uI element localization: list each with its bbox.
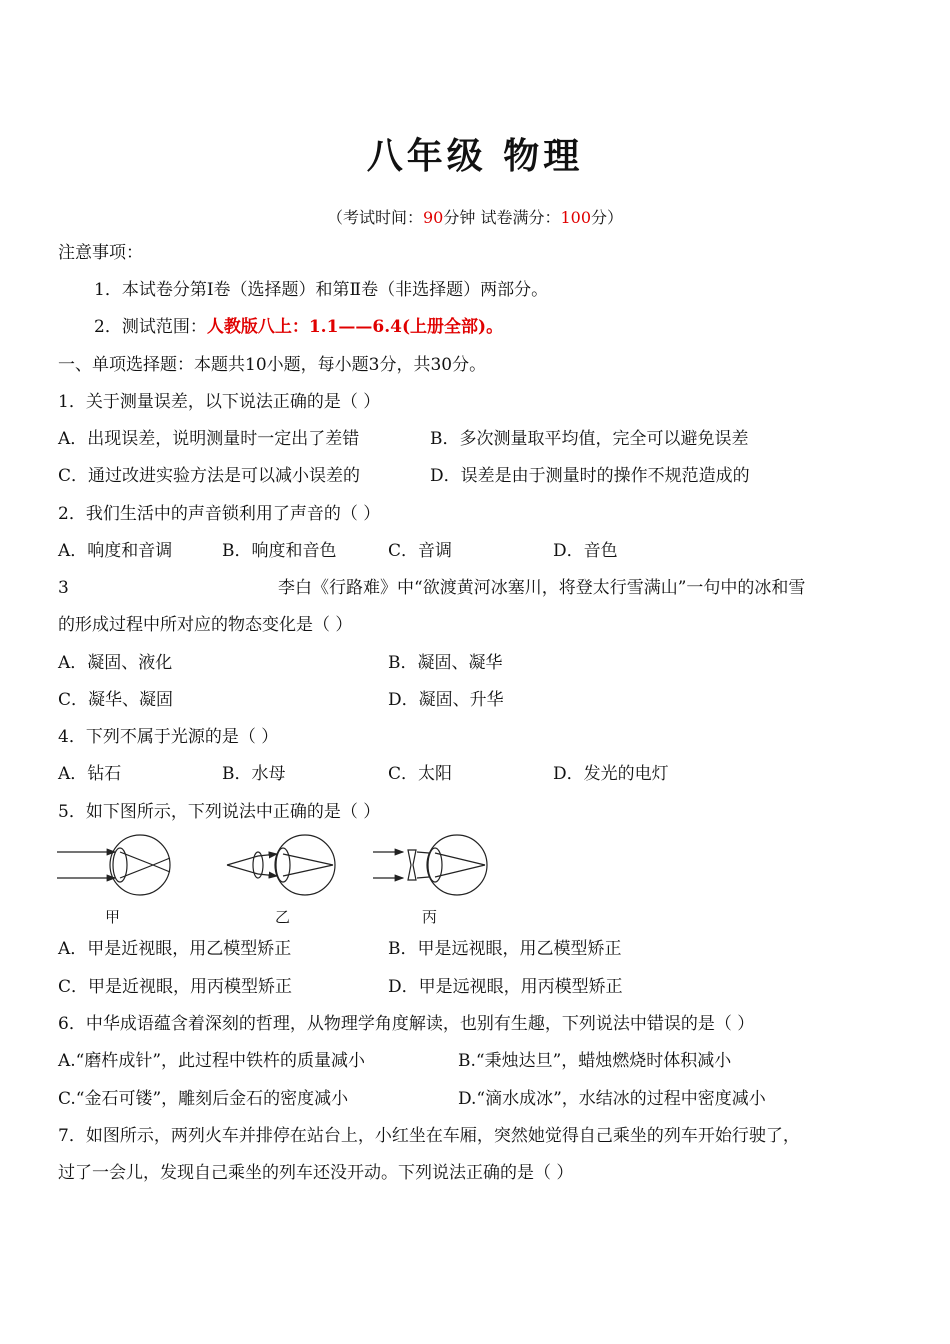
exam-info-close: 分）	[591, 208, 624, 227]
q5-option-c: C．甲是近视眼，用丙模型矫正	[58, 977, 293, 997]
q3-number: 3	[58, 578, 69, 598]
fig-label-jia: 甲	[105, 908, 121, 926]
q3-option-b: B．凝固、凝华	[388, 653, 503, 673]
q6-stem: 6．中华成语蕴含着深刻的哲理，从物理学角度解读，也别有生趣，下列说法中错误的是（ ）	[58, 1014, 755, 1034]
q1-option-b: B．多次测量取平均值，完全可以避免误差	[430, 429, 749, 449]
exam-info-open: （考试时间：	[326, 208, 423, 227]
q4-option-d: D．发光的电灯	[553, 764, 669, 784]
q3-stem-line2: 的形成过程中所对应的物态变化是（ ）	[58, 615, 353, 635]
q4-option-b: B．水母	[222, 764, 286, 784]
fig-label-bing: 丙	[422, 908, 438, 926]
q6-option-c: C.“金石可镂”，雕刻后金石的密度减小	[58, 1089, 349, 1109]
exam-time-value: 90	[423, 208, 444, 227]
q1-option-c: C．通过改进实验方法是可以减小误差的	[58, 466, 361, 486]
q2-option-d: D．音色	[553, 541, 618, 561]
fig-label-yi: 乙	[275, 908, 291, 926]
q3-option-a: A．凝固、液化	[58, 653, 173, 673]
q1-stem: 1．关于测量误差，以下说法正确的是（ ）	[58, 392, 381, 412]
q2-option-a: A．响度和音调	[58, 541, 173, 561]
notes-item-2-prefix: 2．测试范围：	[94, 317, 207, 337]
eye-diagram-bing	[373, 835, 487, 895]
q3-option-d: D．凝固、升华	[388, 690, 504, 710]
test-range: 人教版八上：1.1——6.4(上册全部)。	[206, 317, 504, 337]
eye-diagrams	[55, 828, 505, 938]
q5-option-b: B．甲是远视眼，用乙模型矫正	[388, 939, 622, 959]
q3-stem-line1: 李白《行路难》中“欲渡黄河冰塞川，将登太行雪满山”一句中的冰和雪	[278, 578, 806, 598]
q7-stem-line2: 过了一会儿，发现自己乘坐的列车还没开动。下列说法正确的是（ ）	[58, 1163, 574, 1183]
q2-stem: 2．我们生活中的声音锁利用了声音的（ ）	[58, 504, 381, 524]
section-heading: 一、单项选择题：本题共10小题，每小题3分，共30分。	[58, 355, 487, 375]
page-title: 八年级 物理	[366, 135, 584, 177]
q5-stem: 5．如下图所示，下列说法中正确的是（ ）	[58, 802, 381, 822]
notes-heading: 注意事项：	[58, 243, 143, 263]
q6-option-d: D.“滴水成冰”，水结冰的过程中密度减小	[458, 1089, 766, 1109]
exam-info-mid: 分钟 试卷满分：	[443, 208, 561, 227]
q6-option-b: B.“秉烛达旦”，蜡烛燃烧时体积减小	[458, 1051, 732, 1071]
q7-stem-line1: 7．如图所示，两列火车并排停在站台上，小红坐在车厢，突然她觉得自己乘坐的列车开始行驶了，	[58, 1126, 800, 1146]
q4-option-c: C．太阳	[388, 764, 453, 784]
q3-option-c: C．凝华、凝固	[58, 690, 174, 710]
q5-option-a: A．甲是近视眼，用乙模型矫正	[58, 939, 292, 959]
q5-option-d: D．甲是远视眼，用丙模型矫正	[388, 977, 623, 997]
eye-diagram-jia	[57, 835, 170, 895]
q4-stem: 4．下列不属于光源的是（ ）	[58, 727, 279, 747]
notes-item-1: 1．本试卷分第Ⅰ卷（选择题）和第Ⅱ卷（非选择题）两部分。	[94, 280, 549, 300]
q2-option-b: B．响度和音色	[222, 541, 337, 561]
notes-item-2	[94, 316, 503, 338]
q1-option-a: A．出现误差，说明测量时一定出了差错	[58, 429, 360, 449]
q4-option-a: A．钻石	[58, 764, 122, 784]
exam-info	[0, 205, 950, 228]
q6-option-a: A.“磨杵成针”，此过程中铁杵的质量减小	[58, 1051, 366, 1071]
q2-option-c: C．音调	[388, 541, 453, 561]
eye-diagram-yi	[227, 835, 335, 895]
q1-option-d: D．误差是由于测量时的操作不规范造成的	[430, 466, 750, 486]
exam-score-value: 100	[560, 208, 591, 227]
